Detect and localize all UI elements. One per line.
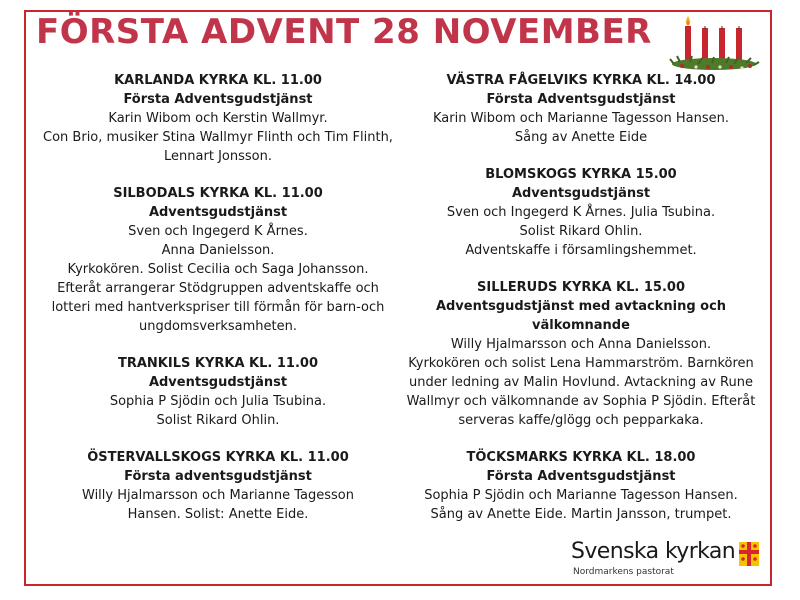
service-detail-line: Willy Hjalmarsson och Anna Danielsson.	[450, 337, 712, 352]
service-detail-line: Sång av Anette Eide	[514, 130, 648, 145]
wreath-icon	[670, 56, 759, 70]
candle-flame-icon	[686, 16, 691, 26]
service-title: Adventsgudstjänst	[148, 205, 288, 220]
service-entry	[405, 448, 757, 524]
service-detail-line: Karin Wibom och Marianne Tagesson Hansen.	[433, 111, 729, 126]
service-detail-line: Sven och Ingegerd K Årnes.	[128, 224, 308, 239]
service-detail-line: Solist Rikard Ohlin.	[156, 413, 280, 428]
church-heading: VÄSTRA FÅGELVIKS KYRKA KL. 14.00	[446, 73, 716, 88]
service-detail-line: Adventskaffe i församlingshemmet.	[465, 243, 697, 258]
service-detail-line: Karin Wibom och Kerstin Wallmyr.	[108, 111, 328, 126]
church-heading: TÖCKSMARKS KYRKA KL. 18.00	[466, 450, 696, 465]
service-detail-line: Wallmyr och välkomnande av Sophia P Sjödin. Efteråt	[406, 394, 756, 409]
page-title: FÖRSTA ADVENT 28 NOVEMBER	[36, 12, 652, 52]
service-detail-line: Solist Rikard Ohlin.	[519, 224, 643, 239]
service-detail-line: serveras kaffe/glögg och pepparkaka.	[458, 413, 704, 428]
service-detail-line: Kyrkokören. Solist Cecilia och Saga Johansson.	[67, 262, 369, 277]
logo-name: Svenska kyrkan	[571, 539, 736, 564]
service-detail-line: Kyrkokören och solist Lena Hammarström. Barnkören	[408, 356, 754, 371]
left-column	[42, 71, 394, 542]
service-detail-line: lotteri med hantverkspriser till förmån för barn-och	[51, 300, 385, 315]
service-detail-line: Con Brio, musiker Stina Wallmyr Flinth och Tim Flinth,	[43, 130, 393, 145]
service-title: Adventsgudstjänst med avtackning och välkomnande	[435, 299, 727, 333]
service-detail-line: Anna Danielsson.	[161, 243, 275, 258]
church-heading: SILBODALS KYRKA KL. 11.00	[113, 186, 323, 201]
service-detail-line: Hansen. Solist: Anette Eide.	[127, 507, 309, 522]
service-entry	[42, 448, 394, 524]
service-title: Första Adventsgudstjänst	[486, 92, 676, 107]
service-detail-line: Lennart Jonsson.	[164, 149, 272, 164]
service-entry	[405, 165, 757, 260]
service-title: Adventsgudstjänst	[148, 375, 288, 390]
logo-subtitle: Nordmarkens pastorat	[573, 567, 674, 577]
service-detail-line: Sophia P Sjödin och Julia Tsubina.	[109, 394, 327, 409]
service-detail-line: Efteråt arrangerar Stödgruppen adventskaffe och	[57, 281, 379, 296]
advent-candles-icon	[668, 12, 760, 72]
service-entry	[405, 278, 757, 430]
service-title: Första Adventsgudstjänst	[486, 469, 676, 484]
church-cross-icon	[737, 540, 761, 568]
service-entry	[42, 184, 394, 336]
church-heading: SILLERUDS KYRKA KL. 15.00	[477, 280, 685, 295]
church-heading: ÖSTERVALLSKOGS KYRKA KL. 11.00	[87, 450, 349, 465]
svenska-kyrkan-logo	[571, 538, 763, 582]
service-detail-line: Sång av Anette Eide. Martin Jansson, trumpet.	[430, 507, 732, 522]
service-title: Första adventsgudstjänst	[124, 469, 312, 484]
service-title: Första Adventsgudstjänst	[123, 92, 313, 107]
church-heading: BLOMSKOGS KYRKA 15.00	[485, 167, 677, 182]
service-entry	[42, 354, 394, 430]
service-detail-line: Sven och Ingegerd K Årnes. Julia Tsubina.	[446, 205, 716, 220]
service-title: Adventsgudstjänst	[511, 186, 651, 201]
service-entry	[42, 71, 394, 166]
service-detail-line: under ledning av Malin Hovlund. Avtackning av Rune	[409, 375, 753, 390]
church-heading: KARLANDA KYRKA KL. 11.00	[114, 73, 322, 88]
church-heading: TRANKILS KYRKA KL. 11.00	[117, 356, 318, 371]
service-detail-line: Willy Hjalmarsson och Marianne Tagesson	[82, 488, 354, 503]
service-detail-line: ungdomsverksamheten.	[138, 319, 298, 334]
service-entry	[405, 71, 757, 147]
right-column	[405, 71, 757, 542]
service-detail-line: Sophia P Sjödin och Marianne Tagesson Hansen.	[424, 488, 738, 503]
